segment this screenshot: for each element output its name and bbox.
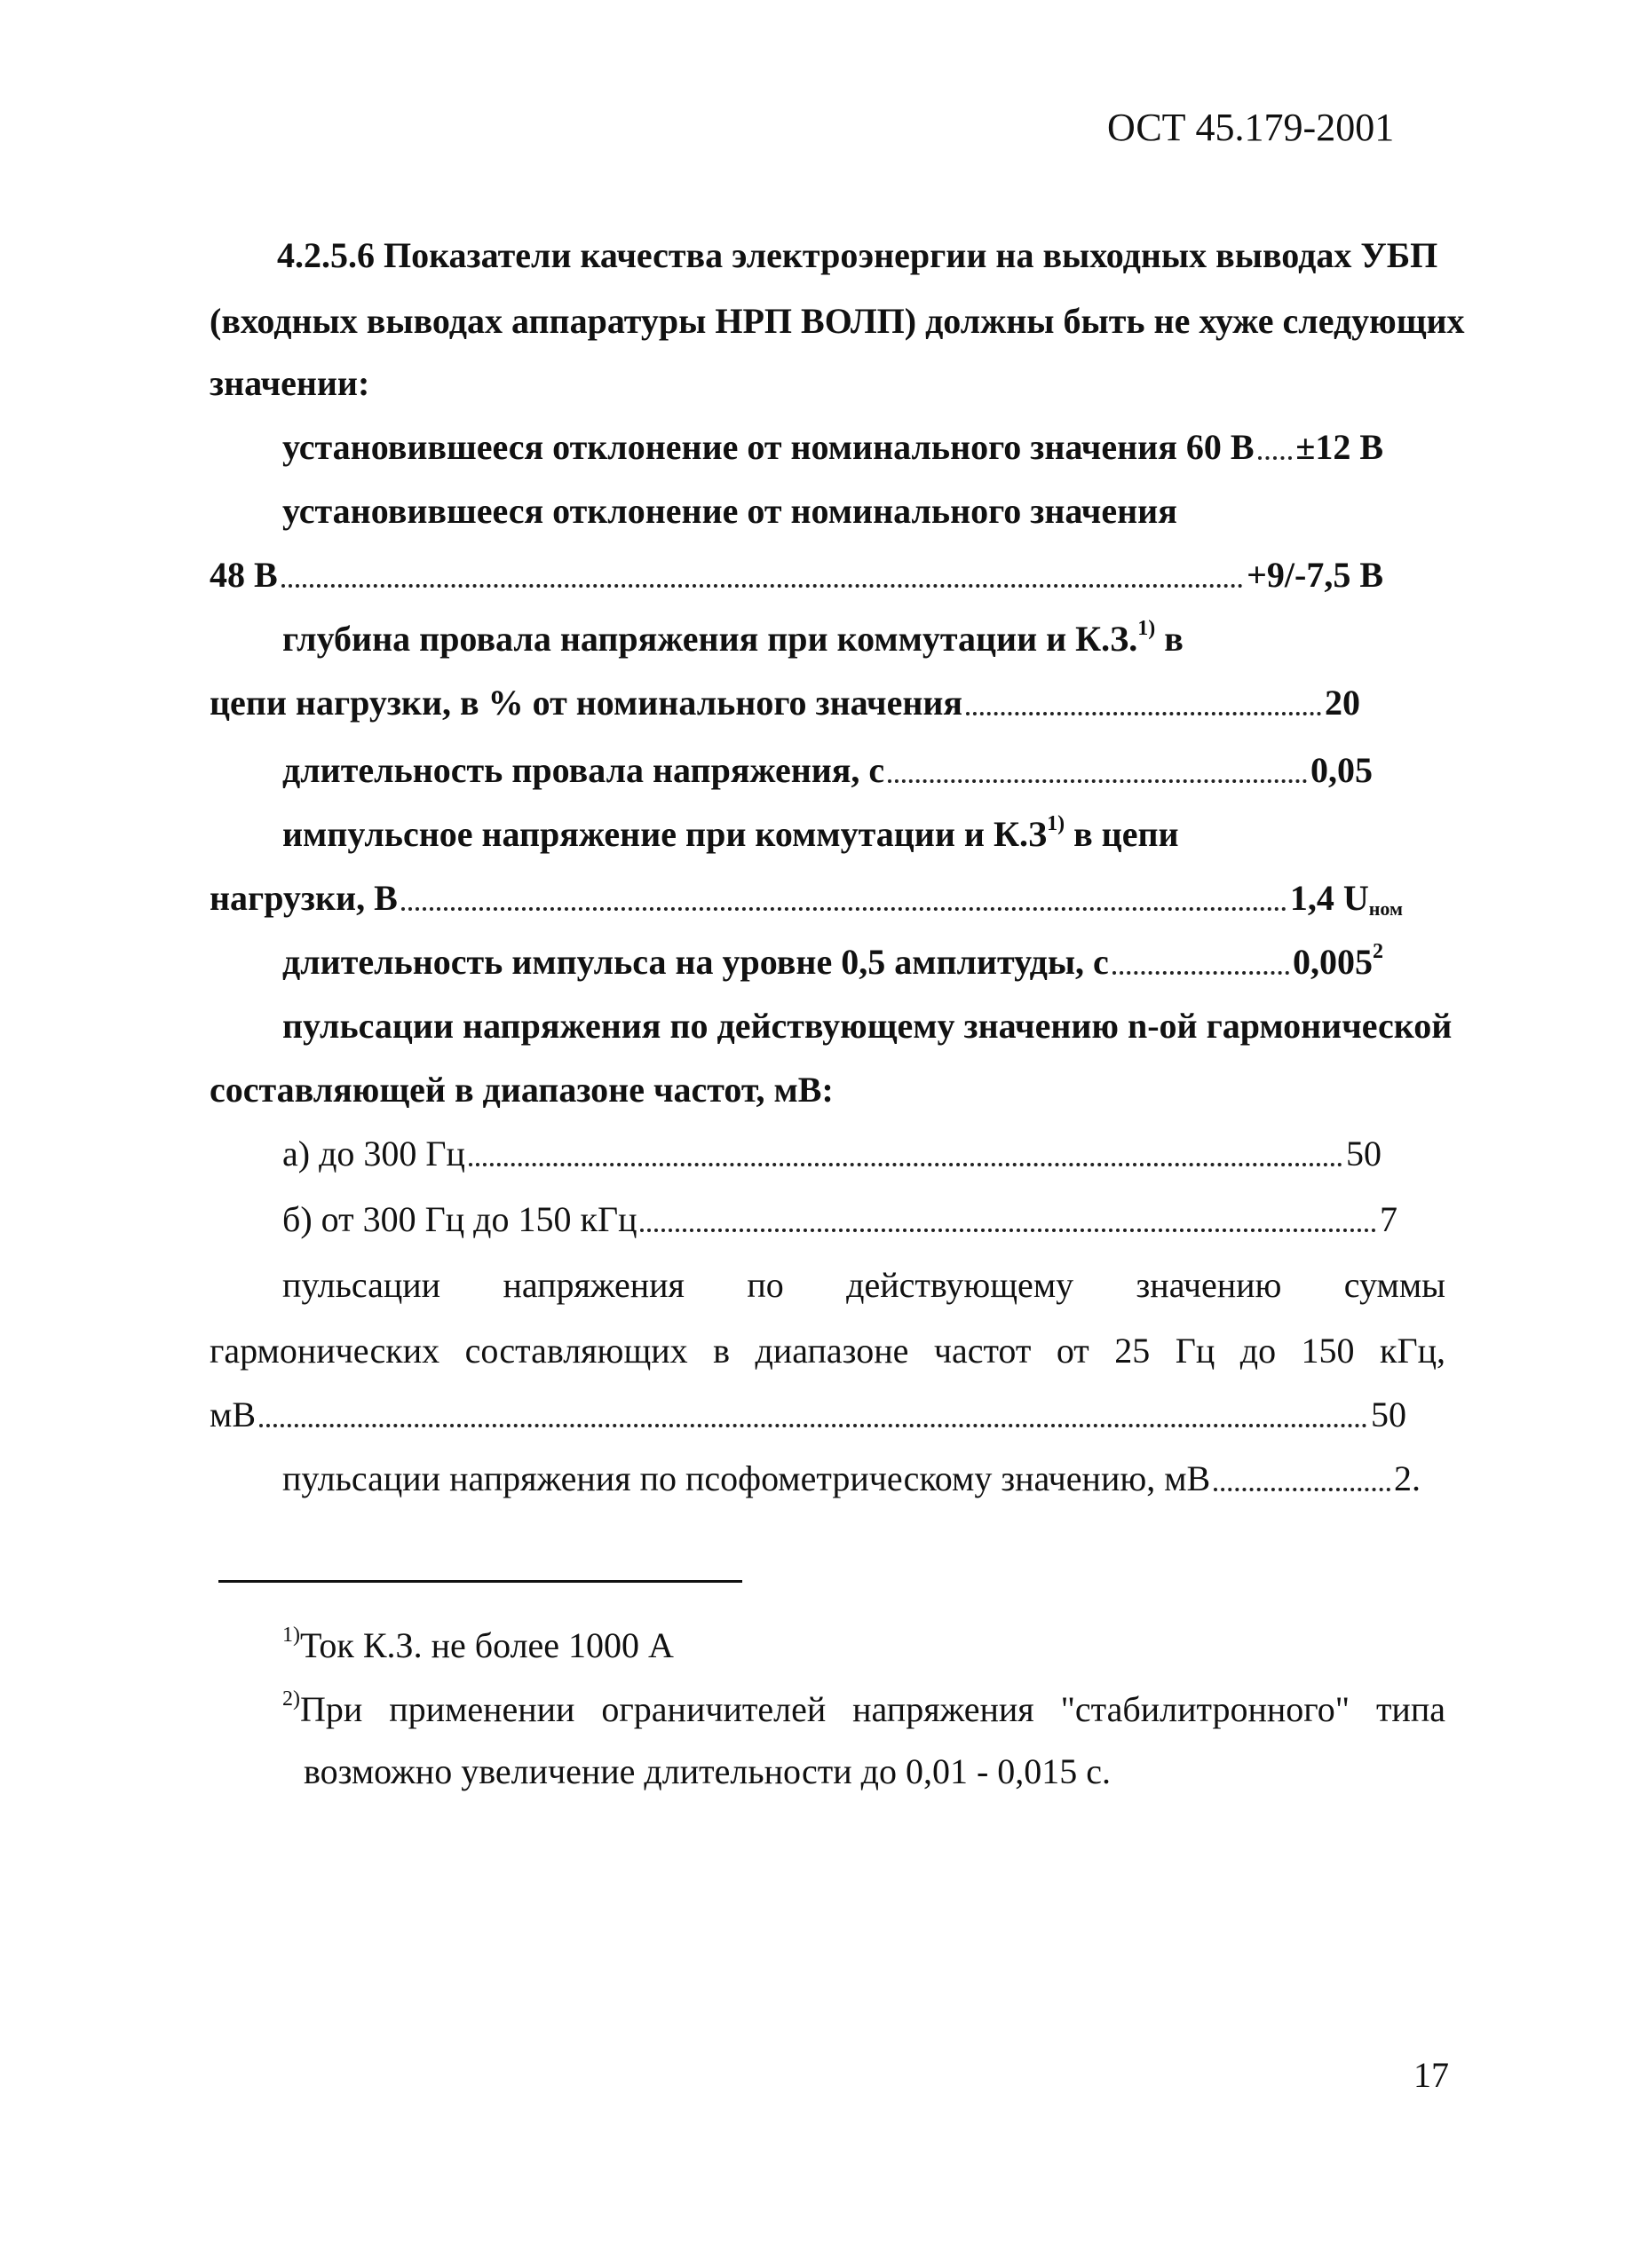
footnote-separator <box>218 1580 742 1583</box>
leader-dots <box>888 779 1307 783</box>
item-psophometric <box>282 1458 1421 1498</box>
item-value: ±12 В <box>1295 427 1383 467</box>
leader-dots <box>469 1163 1342 1166</box>
item-label: длительность импульса на уровне 0,5 амплитуды, с <box>282 942 1109 982</box>
section-heading-line-3: значении: <box>210 363 370 403</box>
footnote-1 <box>282 1624 674 1665</box>
leader-dots <box>966 712 1321 715</box>
item-label: а) до 300 Гц <box>282 1134 465 1174</box>
item-value: 2. <box>1394 1458 1421 1498</box>
item-label: длительность провала напряжения, с <box>282 750 885 790</box>
item-label: мВ <box>210 1395 256 1434</box>
item-value: 1,4 $U_{ном}$ <box>1289 878 1403 920</box>
leader-dots <box>1214 1488 1390 1491</box>
item-ripple-b <box>282 1199 1397 1239</box>
item-label: пульсации напряжения по псофометрическому значению, мВ <box>282 1458 1211 1498</box>
item-impulse-line-1: импульсное напряжение при коммутации и $К.З^{1)}$ в цепи <box>282 812 1179 854</box>
item-value: 20 <box>1325 683 1360 723</box>
document-code: ОСТ 45.179-2001 <box>1107 106 1395 149</box>
leader-dots <box>401 907 1287 911</box>
item-value: +9/-7,5 В <box>1247 555 1383 595</box>
item-ripple-sum <box>210 1397 1406 1433</box>
leader-dots <box>1112 971 1289 975</box>
item-label: цепи нагрузки, в % от номинального значения <box>210 683 963 723</box>
footnote-2-mark: 2) <box>282 1687 300 1711</box>
item-value: 0,005$^2$ <box>1293 940 1383 982</box>
item-label: нагрузки, В <box>210 878 398 918</box>
leader-dots <box>1258 456 1293 460</box>
item-value: 0,05 <box>1310 750 1373 790</box>
item-dip-duration <box>282 750 1373 790</box>
footnote-2-line-1 <box>282 1687 1445 1729</box>
item-ripple-a <box>282 1136 1382 1172</box>
page-number: 17 <box>1413 2055 1449 2095</box>
footnote-1-text: Ток К.З. не более 1000 А <box>300 1625 674 1665</box>
leader-dots <box>640 1229 1376 1232</box>
footnote-1-mark: 1) <box>282 1624 300 1647</box>
item-deviation-60v <box>282 427 1383 467</box>
item-ripple-sum-line-1: пульсации напряжения по действующему значению суммы <box>282 1265 1445 1305</box>
leader-dots <box>259 1424 1367 1427</box>
item-label: 48 В <box>210 555 278 595</box>
item-ripple-n-line-1: пульсации напряжения по действующему значению n-ой гармонической <box>282 1006 1453 1046</box>
footnote-2-text: При применении ограничителей напряжения "стабилитронного" типа <box>300 1689 1445 1729</box>
item-ripple-n-line-2: составляющей в диапазоне частот, мВ: <box>210 1070 834 1110</box>
item-dip-depth-line-1: глубина провала напряжения при коммутации и К.З.$^{1)}$ в <box>282 617 1184 659</box>
item-label: установившееся отклонение от номинального значения 60 В <box>282 427 1255 467</box>
item-value: 50 <box>1346 1134 1382 1174</box>
item-dip-depth <box>210 685 1360 721</box>
item-ripple-sum-line-2: гармонических составляющих в диапазоне частот от 25 Гц до 150 кГц, <box>210 1331 1445 1371</box>
item-impulse-voltage <box>210 878 1403 920</box>
item-value: 7 <box>1380 1199 1397 1239</box>
item-deviation-48v <box>210 557 1383 593</box>
item-deviation-48v-line-1: установившееся отклонение от номинального значения <box>282 491 1177 531</box>
item-impulse-duration <box>282 940 1383 982</box>
item-label: б) от 300 Гц до 150 кГц <box>282 1199 637 1239</box>
section-heading-line-2: (входных выводах аппаратуры НРП ВОЛП) должны быть не хуже следующих <box>210 301 1465 341</box>
section-heading-line-1: 4.2.5.6 Показатели качества электроэнергии на выходных выводах УБП <box>277 235 1438 275</box>
leader-dots <box>281 584 1243 588</box>
footnote-2-line-2: возможно увеличение длительности до 0,01 - 0,015 с. <box>304 1751 1112 1791</box>
item-value: 50 <box>1371 1395 1406 1434</box>
